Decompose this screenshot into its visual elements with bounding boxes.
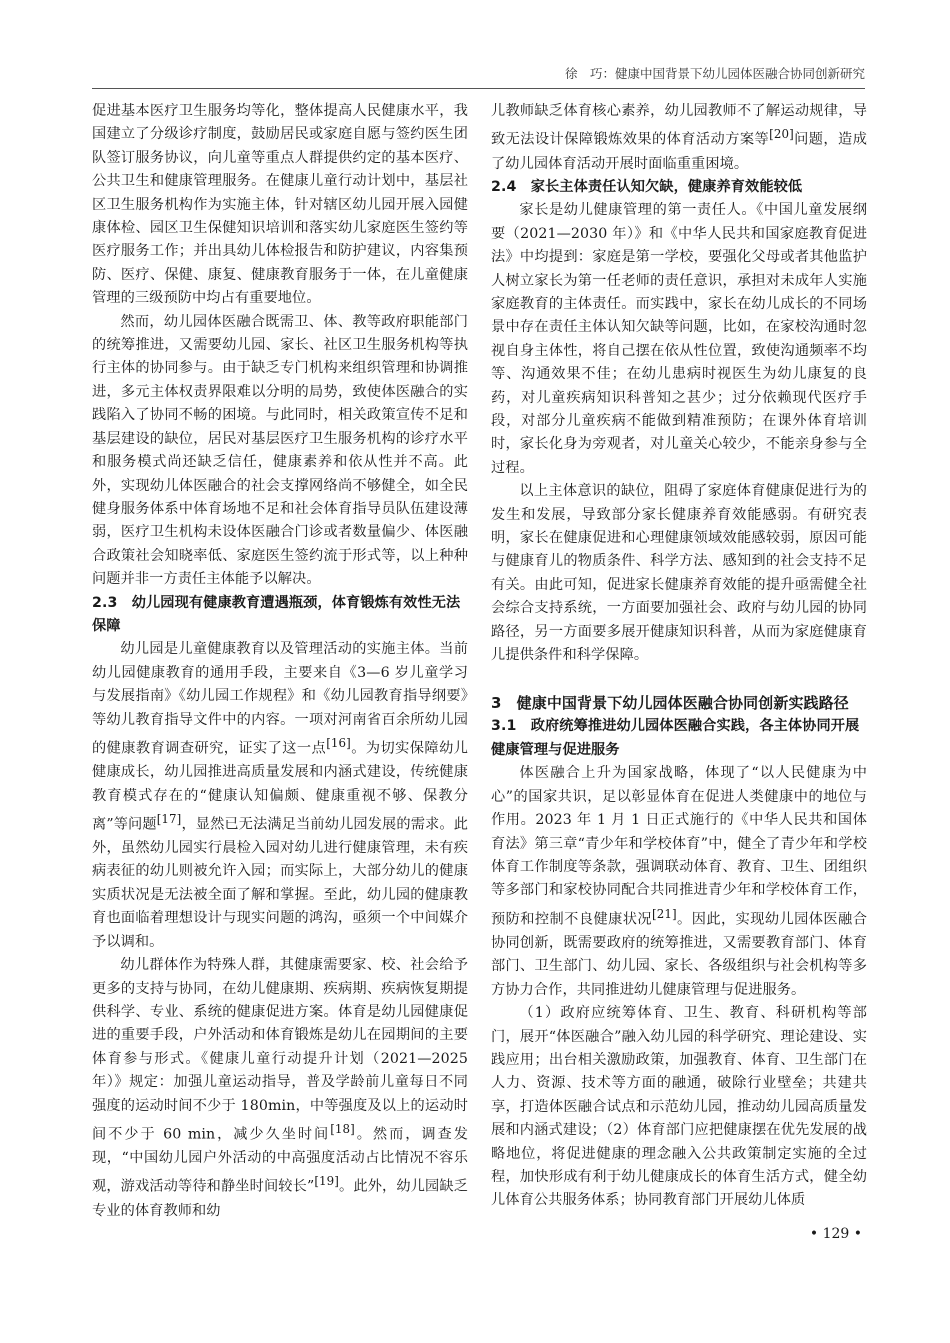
- citation-16: [16]: [326, 735, 351, 750]
- paragraph: 以上主体意识的缺位，阻碍了家庭体育健康促进行为的发生和发展，导致部分家长健康养育效能感弱。有研究表明，家长在健康促进和心理健康领域效能感较弱，原因可能与健康育儿的物质条件、科学方法、感知到的社会支持不足有关。由此可知，促进家长健康养育效能的提升亟需健全社会综合支持系统，一方面要加强社会、政府与幼儿园的协同路径，另一方面要多展开健康知识科普，从而为家庭健康育儿提供条件和科学保障。: [491, 483, 867, 664]
- citation-20: [20]: [769, 127, 794, 142]
- page-number: • 129 •: [809, 1226, 862, 1242]
- paragraph: （1）政府应统筹体育、卫生、教育、科研机构等部门，展开“体医融合”融入幼儿园的科学研究、理论建设、实践应用；出台相关激励政策，加强教育、体育、卫生部门在人力、资源、技术等方面的融通，破除行业壁垒；共建共享，打造体医融合试点和示范幼儿园，推动幼儿园高质量发展和内涵式建设；（2）体育部门应把健康摆在优先发展的战略地位，将促进健康的理念融入公共政策制定实施的全过程，加快形成有利于幼儿健康成长的体育生活方式，健全幼儿体育公共服务体系；协同教育部门开展幼儿体质: [491, 1005, 867, 1209]
- left-column: [92, 100, 468, 1223]
- running-header: [92, 64, 865, 89]
- citation-19: [19]: [314, 1174, 340, 1189]
- paragraph: 体医融合上升为国家战略，体现了“以人民健康为中心”的国家共识，足以彰显体育在促进人类健康中的地位与作用。2023 年 1 月 1 日正式施行的《中华人民共和国体育法》第三章“青少年和学校体育”中，健全了青少年和学校体育工作制度等条款，强调联动体育、教育、卫生、团组织等多部门和家校协同配合共同推进青少年和学校体育工作，预防和控制不良健康状况[21]。因此，实现幼儿园体医融合协同创新，既需要政府的统筹推进，又需要教育部门、体育部门、卫生部门、幼儿园、家长、各级组织与社会机构等多方协力合作，共同推进幼儿健康管理与促进服务。: [491, 765, 867, 998]
- citation-17: [17]: [156, 811, 182, 826]
- spacer: [491, 667, 867, 691]
- paragraph: 家长是幼儿健康管理的第一责任人。《中国儿童发展纲要（2021—2030 年）》和《中华人民共和国家庭教育促进法》中均提到：家庭是第一学校，要强化父母或者其他监护人树立家长为第一任老师的责任意识，承担对未成年人实施家庭教育的主体责任。而实践中，家长在幼儿成长的不同场景中存在责任主体认知欠缺等问题，比如，在家校沟通时忽视自身主体性，将自己摆在依从性位置，致使沟通频率不均等、沟通效果不佳；在幼儿患病时视医生为幼儿康复的良药，对儿童疾病知识科普知之甚少；过分依赖现代医疗手段，对部分儿童疾病不能做到精准预防；在课外体育培训时，家长化身为旁观者，对儿童关心较少，不能亲身参与全过程。: [491, 202, 867, 476]
- section-heading-2-3: 2.3 幼儿园现有健康教育遭遇瓶颈，体育锻炼有效性无法保障: [92, 594, 461, 634]
- section-heading-3: 3 健康中国背景下幼儿园体医融合协同创新实践路径: [491, 694, 849, 713]
- paragraph: 幼儿群体作为特殊人群，其健康需要家、校、社会给予更多的支持与协同，在幼儿健康期、疾病期、疾病恢复期提供科学、专业、系统的健康促进方案。体育是幼儿园健康促进的重要手段，户外活动和体育锻炼是幼儿在园期间的主要体育参与形式。《健康儿童行动提升计划（2021—2025 年）》规定：加强儿童运动指导，普及学龄前儿童每日不同强度的运动时间不少于 180min，中等强度及以上的运动时间不少于 60 min，减少久坐时间[18]。然而，调查发现，“中国幼儿园户外活动的中高强度活动占比情况不容乐观，游戏活动等待和静坐时间较长”[19]。此外，幼儿园缺乏专业的体育教师和幼: [92, 957, 468, 1219]
- paragraph: 儿教师缺乏体育核心素养，幼儿园教师不了解运动规律，导致无法设计保障锻炼效果的体育活动方案等[20]问题，造成了幼儿园体育活动开展时面临重重困境。: [491, 103, 867, 172]
- paragraph: 促进基本医疗卫生服务均等化，整体提高人民健康水平，我国建立了分级诊疗制度，鼓励居民或家庭自愿与签约医生团队签订服务协议，向儿童等重点人群提供约定的基本医疗、公共卫生和健康管理服务。在健康儿童行动计划中，基层社区卫生服务机构作为实施主体，针对辖区幼儿园开展入园健康体检、园区卫生保健知识培训和落实幼儿家庭医生签约等医疗服务工作；并出具幼儿体检报告和防护建议，内容集预防、医疗、保健、康复、健康教育服务于一体，在儿童健康管理的三级预防中均占有重要地位。: [92, 103, 468, 307]
- paragraph: 幼儿园是儿童健康教育以及管理活动的实施主体。当前幼儿园健康教育的通用手段，主要来自《3—6 岁儿童学习与发展指南》《幼儿园工作规程》和《幼儿园教育指导纲要》等幼儿教育指导文件中的内容。一项对河南省百余所幼儿园的健康教育调查研究，证实了这一点[16]。为切实保障幼儿健康成长，幼儿园推进高质量发展和内涵式建设，传统健康教育模式存在的“健康认知偏颇、健康重视不够、保教分离”等问题[17]，显然已无法满足当前幼儿园发展的需求。此外，虽然幼儿园实行晨检入园对幼儿进行健康管理，未有疾病表征的幼儿则被允许入园；而实际上，大部分幼儿的健康实质状况是无法被全面了解和掌握。至此，幼儿园的健康教育也面临着理想设计与现实问题的鸿沟，亟须一个中间媒介予以调和。: [92, 641, 468, 950]
- right-column: [491, 100, 867, 1213]
- section-heading-2-4: 2.4 家长主体责任认知欠缺，健康养育效能较低: [491, 178, 803, 195]
- paragraph: 然而，幼儿园体医融合既需卫、体、教等政府职能部门的统筹推进，又需要幼儿园、家长、社区卫生服务机构等执行主体的协同参与。由于缺乏专门机构来组织管理和协调推进，多元主体权责界限难以分明的局势，致使体医融合的实践陷入了协同不畅的困境。与此同时，相关政策宣传不足和基层建设的缺位，居民对基层医疗卫生服务机构的诊疗水平和服务模式尚还缺乏信任，健康素养和依从性并不高。此外，实现幼儿体医融合的社会支撑网络尚不够健全，如全民健身服务体系中体育场地不足和社会体育指导员队伍建设薄弱，医疗卫生机构未设体医融合门诊或者数量偏少、体医融合政策社会知晓率低、家庭医生签约流于形式等，以上种种问题并非一方责任主体能予以解决。: [92, 313, 468, 588]
- section-heading-3-1: 3.1 政府统筹推进幼儿园体医融合实践，各主体协同开展健康管理与促进服务: [491, 718, 860, 758]
- citation-21: [21]: [652, 906, 677, 921]
- running-title: 徐 巧：健康中国背景下幼儿园体医融合协同创新研究: [564, 66, 865, 81]
- citation-18: [18]: [330, 1121, 355, 1136]
